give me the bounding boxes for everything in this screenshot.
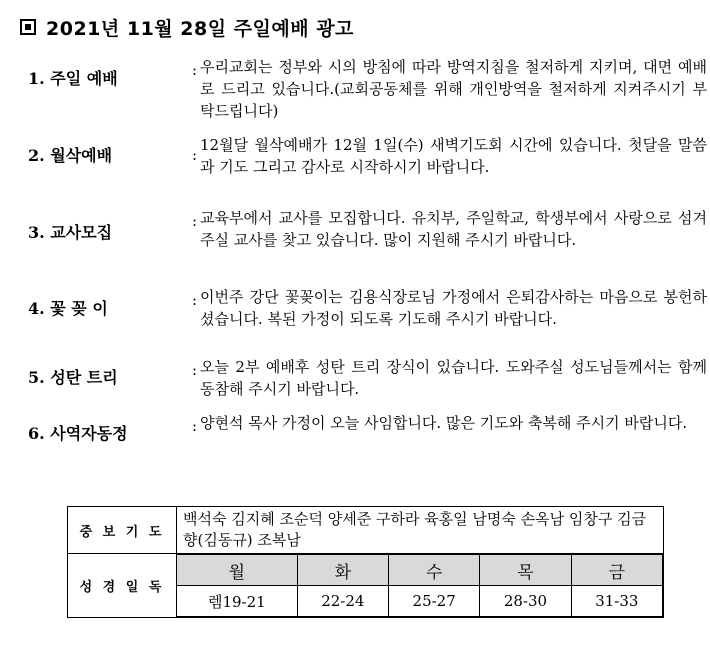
range-thu: 28-30 [480, 586, 571, 617]
prayer-reading-table [67, 506, 664, 618]
day-wed: 수 [389, 555, 480, 586]
range-row [177, 586, 663, 617]
day-mon: 월 [177, 555, 297, 586]
item-label: 6. 사역자동정 [28, 424, 128, 443]
item-colon: : [192, 61, 198, 79]
day-thu: 목 [480, 555, 571, 586]
item-colon: : [192, 212, 198, 230]
item-label: 1. 주일 예배 [28, 69, 118, 88]
day-fri: 금 [571, 555, 662, 586]
item-colon: : [192, 291, 198, 309]
item-colon: : [192, 146, 198, 164]
day-row [177, 555, 663, 586]
item-text: 오늘 2부 예배후 성탄 트리 장식이 있습니다. 도와주실 성도님들께서는 함께 동참해 주시기 바랍니다. [200, 358, 707, 398]
item-text: 교육부에서 교사를 모집합니다. 유치부, 주일학교, 학생부에서 사랑으로 섬겨주실 교사를 찾고 있습니다. 많이 지원해 주시기 바랍니다. [200, 209, 707, 249]
prayer-row [68, 507, 664, 554]
item-label: 5. 성탄 트리 [28, 368, 118, 387]
item-text: 우리교회는 정부와 시의 방침에 따라 방역지침을 철저하게 지키며, 대면 예배로 드리고 있습니다.(교회공동체를 위해 개인방역을 철저하게 지켜주시기 부탁드립니다) [200, 58, 707, 120]
range-tue: 22-24 [297, 586, 388, 617]
item-text: 이번주 강단 꽃꽂이는 김용식장로님 가정에서 은퇴감사하는 마음으로 봉헌하셨습니다. 복된 가정이 되도록 기도해 주시기 바랍니다. [200, 288, 707, 328]
item-label: 4. 꽃 꽂 이 [28, 299, 108, 318]
item-label: 2. 월삭예배 [28, 146, 113, 165]
range-mon: 렘19-21 [177, 586, 297, 617]
item-colon: : [192, 361, 198, 379]
item-label: 3. 교사모집 [28, 223, 113, 242]
title-text: 2021년 11월 28일 주일예배 광고 [46, 17, 354, 40]
reading-schedule [177, 554, 664, 618]
item-text: 양현석 목사 가정이 오늘 사임합니다. 많은 기도와 축복해 주시기 바랍니다. [200, 414, 688, 432]
reading-row [68, 554, 664, 618]
item-text: 12월달 월삭예배가 12월 1일(수) 새벽기도회 시간에 있습니다. 첫달을 말씀과 기도 그리고 감사로 시작하시기 바랍니다. [200, 136, 707, 176]
prayer-names: 백석숙 김지혜 조순덕 양세준 구하라 육홍일 남명숙 손옥남 임창구 김금향(김동규) 조복남 [177, 507, 664, 554]
range-fri: 31-33 [571, 586, 662, 617]
square-bullet-icon [20, 19, 36, 35]
prayer-header: 중 보 기 도 [68, 507, 177, 554]
reading-schedule-grid [177, 554, 663, 617]
range-wed: 25-27 [389, 586, 480, 617]
reading-header: 성 경 일 독 [68, 554, 177, 618]
item-colon: : [192, 417, 198, 435]
day-tue: 화 [297, 555, 388, 586]
page-title [20, 12, 354, 42]
